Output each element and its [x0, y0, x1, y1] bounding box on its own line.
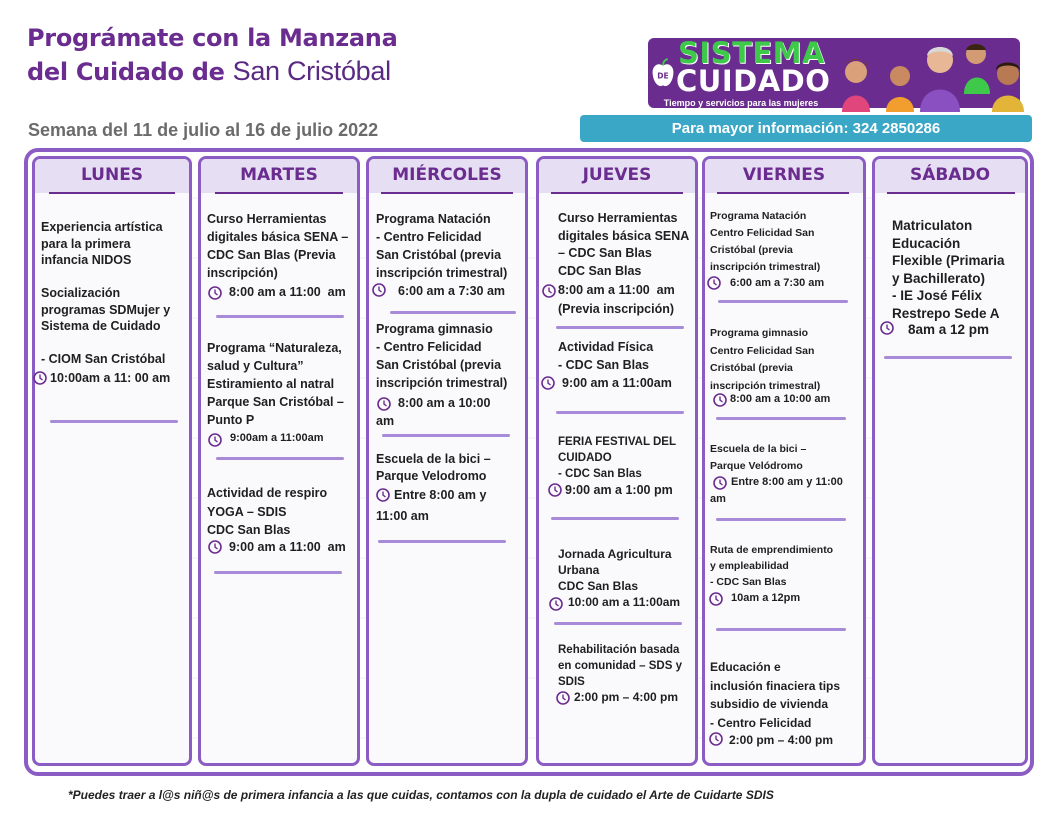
event-time: 9:00 am a 1:00 pm [565, 483, 673, 497]
event-separator [390, 311, 516, 314]
event-time: 8:00 am a 10:00 [398, 396, 491, 410]
event-description: Curso Herramientas digitales básica SENA – CDC San Blas CDC San Blas [558, 211, 690, 278]
logo-prefix: DE [657, 71, 669, 81]
event-separator [556, 326, 684, 329]
logo-tagline: Tiempo y servicios para las mujeres [663, 98, 819, 108]
event-separator [884, 356, 1012, 359]
event-description: Actividad de respiro YOGA – SDIS CDC San Blas [207, 486, 328, 537]
week-range: Semana del 11 de julio al 16 de julio 2022 [28, 120, 379, 140]
clock-icon [707, 276, 721, 290]
page-title-line1: Prográmate con la Manzana [27, 24, 398, 52]
day-name-jueves: JUEVES [582, 165, 652, 185]
event-description: Programa gimnasio Centro Felicidad San Cristóbal (previa inscripción trimestral) [710, 327, 821, 392]
logo-line2: CUIDADO [676, 64, 831, 98]
day-header-miercoles [369, 159, 525, 193]
event-description: Programa gimnasio - Centro Felicidad San Cristóbal (previa inscripción trimestral) [376, 322, 508, 390]
event-time: 10:00 am a 11:00am [568, 595, 681, 609]
clock-icon [208, 286, 222, 300]
clock-icon [709, 732, 723, 746]
event-time: 9:00 am a 11:00 am [229, 540, 346, 554]
event-time-continued: 11:00 am [376, 509, 429, 523]
event-time: 6:00 am a 7:30 am [730, 277, 825, 289]
event-description: Ruta de emprendimiento y empleabilidad - CDC San Blas [710, 544, 834, 588]
clock-icon [372, 283, 386, 297]
clock-icon [880, 321, 894, 335]
day-header-viernes [705, 159, 863, 193]
event-separator [556, 411, 684, 414]
event-separator [716, 628, 846, 631]
contact-info-bar: Para mayor información: 324 2850286 [580, 115, 1032, 142]
event-separator [50, 420, 178, 423]
event-time: Entre 8:00 am y [394, 488, 487, 502]
event-separator [551, 517, 679, 520]
day-name-lunes: LUNES [80, 165, 144, 185]
page-title-text: del Cuidado de [27, 58, 225, 86]
event-time: 9:00 am a 11:00am [562, 376, 672, 390]
day-name-sabado: SÁBADO [909, 165, 991, 185]
day-name-miercoles: MIÉRCOLES [392, 165, 502, 185]
day-header-jueves [539, 159, 695, 193]
clock-icon [376, 488, 390, 502]
header-underline [381, 192, 513, 194]
event-description: Programa “Naturaleza, salud y Cultura” Estiramiento al natral Parque San Cristóbal – Punto P [207, 341, 344, 427]
event-separator [716, 417, 846, 420]
clock-icon [548, 483, 562, 497]
event-separator [718, 300, 848, 303]
event-time: 9:00am a 11:00am [230, 432, 324, 444]
day-name-viernes: VIERNES [742, 165, 826, 185]
event-time: Entre 8:00 am y 11:00 [731, 476, 843, 488]
header-underline [717, 192, 849, 194]
page-title-place: San Cristóbal [232, 56, 391, 86]
event-description: Escuela de la bici – Parque Velodromo [376, 452, 491, 483]
header-underline [215, 192, 343, 194]
event-description: Educación e inclusión finaciera tips subsidio de vivienda - Centro Felicidad [710, 660, 841, 730]
header-underline [49, 192, 175, 194]
header-underline [551, 192, 683, 194]
event-separator [382, 434, 510, 437]
event-time: 8:00 am a 11:00 am [229, 285, 346, 299]
event-separator [554, 622, 682, 625]
header-underline [887, 192, 1015, 194]
event-time: 2:00 pm – 4:00 pm [574, 690, 679, 704]
event-time: 8am a 12 pm [908, 322, 990, 337]
clock-icon [542, 284, 556, 298]
clock-icon [377, 397, 391, 411]
clock-icon [713, 476, 727, 490]
event-time-continued: am [710, 493, 726, 505]
event-description: Curso Herramientas digitales básica SENA – CDC San Blas (Previa inscripción) [207, 212, 349, 280]
clock-icon [556, 691, 570, 705]
event-time: 8:00 am a 10:00 am [730, 393, 831, 405]
footer-note: *Puedes traer a l@s niñ@s de primera infancia a las que cuidas, contamos con la dupla de cuidado el Arte de Cuidarte SDIS [68, 788, 774, 802]
event-time: 8:00 am a 11:00 am [558, 283, 675, 297]
day-header-martes [201, 159, 357, 193]
page-title-line2 [27, 56, 391, 87]
clock-icon [208, 433, 222, 447]
clock-icon [208, 540, 222, 554]
clock-icon [709, 592, 723, 606]
event-time: 6:00 am a 7:30 am [398, 284, 506, 298]
event-description: Rehabilitación basada en comunidad – SDS y SDIS [558, 644, 682, 688]
event-description: Programa Natación - Centro Felicidad San Cristóbal (previa inscripción trimestral) [376, 212, 508, 280]
day-header-lunes [35, 159, 189, 193]
event-description: Jornada Agricultura Urbana CDC San Blas [558, 547, 672, 593]
event-time: 10am a 12pm [731, 592, 801, 604]
clock-icon [713, 393, 727, 407]
event-separator [716, 518, 846, 521]
event-description: Actividad Física - CDC San Blas [558, 340, 654, 372]
clock-icon [549, 597, 563, 611]
clock-icon [541, 376, 555, 390]
event-separator [214, 571, 342, 574]
apple-logo-icon [650, 58, 676, 90]
day-name-martes: MARTES [240, 165, 318, 185]
clock-icon [33, 371, 47, 385]
event-description: Matriculaton Educación Flexible (Primaria y Bachillerato) - IE José Félix Restrepo Sede A [892, 218, 1005, 321]
family-illustration-icon [828, 34, 1028, 112]
event-description: Experiencia artística para la primera infancia NIDOS Socialización programas SDMujer y Sistema de Cuidado - CIOM San Cristóbal [41, 220, 171, 366]
sistema-cuidado-logo [648, 34, 1030, 114]
event-separator [216, 315, 344, 318]
event-description: Escuela de la bici – Parque Velódromo [710, 443, 807, 472]
event-time-continued: (Previa inscripción) [558, 302, 675, 316]
event-separator [378, 540, 506, 543]
event-time-continued: am [376, 414, 395, 428]
event-description: Programa Natación Centro Felicidad San Cristóbal (previa inscripción trimestral) [710, 210, 821, 273]
logo-line1: SISTEMA [678, 36, 825, 70]
event-description: FERIA FESTIVAL DEL CUIDADO - CDC San Blas [558, 436, 676, 480]
event-time: 2:00 pm – 4:00 pm [729, 733, 834, 747]
event-time: 10:00am a 11: 00 am [50, 371, 171, 385]
event-separator [216, 457, 344, 460]
day-header-sabado [875, 159, 1025, 193]
